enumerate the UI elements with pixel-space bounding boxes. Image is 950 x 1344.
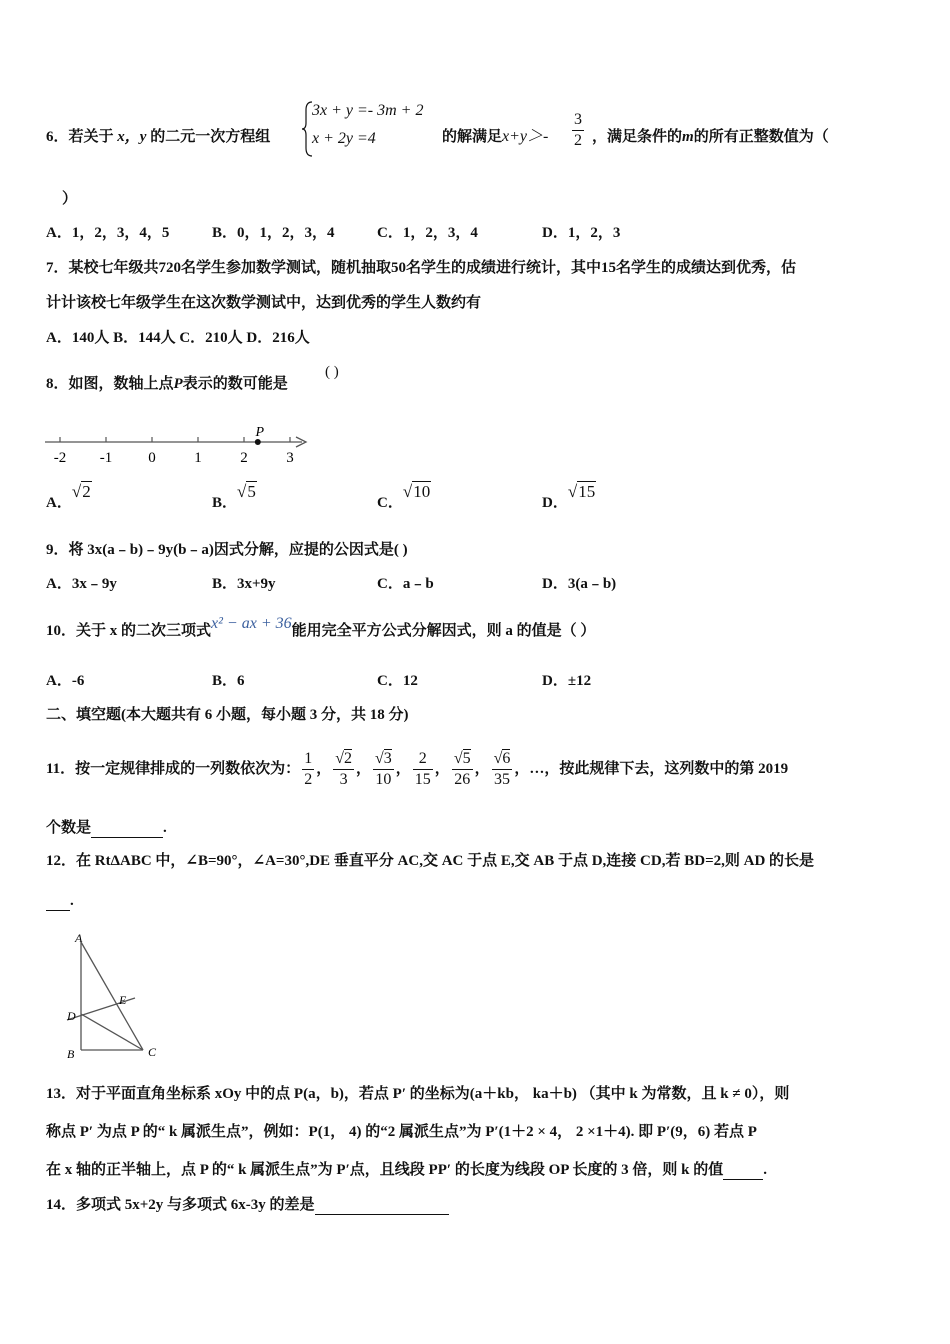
q12-triangle-figure [55,930,175,1060]
number-line-tick-label: 2 [240,450,248,466]
q11-fraction-numerator: √3 [373,749,394,770]
q8-paren: ( ) [325,364,339,380]
q6-condition [442,127,548,147]
label-c: C [148,1045,157,1059]
q6-equation-system [302,100,442,158]
q8-option-b-radicand: 5 [247,482,256,501]
label-e: E [119,993,127,1007]
section-heading: 二、填空题(本大题共有 6 小题，每小题 3 分，共 18 分) [46,707,409,723]
q12-end: . [70,893,74,909]
q10-prefix: 10．关于 x 的二次三项式 [46,623,212,639]
q11-fraction [373,749,394,790]
q8-option-d-letter: D． [542,495,568,511]
q6-eq2: x + 2y =4 [312,130,376,147]
q11-fraction-denominator: 3 [339,770,348,788]
number-line-tick-label: -2 [53,450,67,466]
number-line [40,424,320,470]
q8-option-c-radicand: 10 [413,482,431,501]
q6-frac-num: 3 [572,110,584,131]
q10-stem [46,615,596,641]
label-d: D [67,1009,76,1023]
q14-wrap [46,1194,449,1215]
q6-suffix-m: m [682,129,694,145]
q8-option-c-letter: C． [377,495,403,511]
q11-fraction [452,749,473,790]
q11-radicand: 3 [383,749,392,767]
number-line-tick-label: -1 [99,450,113,466]
q6-prefix: 6．若关于 [46,129,114,145]
q11-fraction [302,749,314,790]
q11-fraction-numerator: 1 [302,749,314,770]
q11-prefix: 11．按一定规律排成的一列数依次为： [46,761,301,777]
number-line-tick-label: 3 [286,450,294,466]
q9-option-b[interactable]: B．3x+9y [212,576,276,592]
q11-radicand: 5 [462,749,471,767]
q6-option-d[interactable]: D．1，2，3 [542,225,621,241]
q6-vars: x，y [117,129,147,145]
q14-stem: 14．多项式 5x+2y 与多项式 6x-3y 的差是 [46,1197,315,1213]
q6-option-c[interactable]: C．1，2，3，4 [377,225,478,241]
q11-stem [46,744,788,794]
q8-var: P [173,376,183,392]
q6-suffix-b: 的所有正整数值为（ [693,129,829,145]
q11-answer-blank[interactable] [91,817,163,838]
q11-fraction-denominator: 10 [375,770,392,788]
q7-line1: 7．某校七年级共720名学生参加数学测试，随机抽取50名学生的成绩进行统计，其中15名学生的成绩达到优秀，估 [46,260,797,276]
q9-option-c[interactable]: C．a﹣b [377,576,434,592]
q11-fraction-denominator: 26 [454,770,471,788]
q11-radicand: 2 [343,749,352,767]
q13-line3-wrap [46,1159,767,1180]
q10-expression: x² − ax + 36 [211,615,292,632]
q11-fraction-numerator: 2 [413,749,433,770]
q6-eq1: 3x + y =- 3m + 2 [312,102,424,119]
q11-fraction [333,749,354,790]
q9-option-d[interactable]: D．3(a﹣b) [542,576,617,592]
q6-cond-b: x+y＞- [502,128,549,145]
q7-options[interactable]: A．140人 B．144人 C．210人 D．216人 [46,330,310,346]
q8-option-d[interactable]: D．√15 [542,482,596,511]
q11-separator: ， [355,761,371,777]
q11-fraction [492,749,513,790]
q10-option-b[interactable]: B．6 [212,673,245,689]
q11-line2-end: . [163,820,167,836]
q11-separator: ， [316,761,332,777]
q14-answer-blank[interactable] [315,1194,449,1215]
q8-stem [46,374,288,394]
segment-cd [81,1014,143,1050]
label-a: A [75,931,83,945]
q6-stem [46,127,270,147]
q12-answer-line [46,890,74,911]
q8-option-b[interactable]: B．√5 [212,482,256,511]
q8-option-d-radicand: 15 [578,482,596,501]
q8-prefix: 8．如图，数轴上点 [46,376,174,392]
q11-suffix: ，…，按此规律下去，这列数中的第 2019 [514,761,789,777]
q13-line3: 在 x 轴的正半轴上，点 P 的“ k 属派生点”为 P′点，且线段 PP′ 的长度为线段 OP 长度的 3 倍，则 k 的值 [46,1162,724,1178]
q10-suffix: 能用完全平方公式分解因式，则 a 的值是（ ） [291,623,596,639]
q6-suffix [592,127,829,147]
q6-middle: 的二元一次方程组 [150,129,271,145]
q11-fraction-denominator: 35 [494,770,510,788]
q8-suffix: 表示的数可能是 [182,376,288,392]
q8-option-b-letter: B． [212,495,238,511]
q6-option-b[interactable]: B．0，1，2，3，4 [212,225,335,241]
q11-answer-line [46,817,167,838]
q9-stem: 9．将 3x(a﹣b)﹣9y(b﹣a)因式分解，应提的公因式是( ) [46,542,408,558]
q12-stem: 12．在 RtΔABC 中，∠B=90°，∠A=30°,DE 垂直平分 AC,交 AC 于点 E,交 AB 于点 D,连接 CD,若 BD=2,则 AD 的长是 [46,853,815,869]
q12-answer-blank[interactable] [46,890,70,911]
side-ac [81,942,143,1050]
q13-line3-end: . [763,1162,767,1178]
q10-option-c[interactable]: C．12 [377,673,418,689]
q13-line2: 称点 P′ 为点 P 的“ k 属派生点”，例如：P(1， 4) 的“2 属派生点”为 P′(1＋2 × 4， 2 ×1＋4). 即 P′(9，6) 若点 P [46,1124,757,1140]
q8-option-a-letter: A． [46,495,72,511]
q11-fraction-numerator: √2 [333,749,354,770]
q6-cond-a: 的解满足 [442,129,503,145]
q6-frac-den: 2 [574,132,582,149]
q11-fraction-denominator: 15 [414,770,431,788]
label-b: B [67,1047,75,1060]
q9-option-a[interactable]: A．3x﹣9y [46,576,117,592]
q6-suffix-a: ，满足条件的 [592,129,683,145]
q11-separator: ， [474,761,490,777]
q8-option-a-radicand: 2 [82,482,91,501]
q10-option-a[interactable]: A．-6 [46,673,85,689]
q7-line2: 计计该校七年级学生在这次数学测试中，达到优秀的学生人数约有 [46,295,482,311]
q11-fraction-numerator: √6 [492,749,513,770]
q13-answer-blank[interactable] [723,1159,763,1180]
q11-sequence [300,749,514,790]
q11-fraction-denominator: 2 [304,770,313,788]
q11-separator: ， [434,761,450,777]
q6-option-a[interactable]: A．1，2，3，4，5 [46,225,170,241]
q10-option-d[interactable]: D．±12 [542,673,592,689]
q11-fraction-numerator: √5 [452,749,473,770]
q6-fraction [572,110,584,151]
q6-close-paren: ） [62,191,78,207]
q8-option-c[interactable]: C．√10 [377,482,431,511]
q11-fraction [413,749,433,790]
q13-line1: 13．对于平面直角坐标系 xOy 中的点 P(a，b)，若点 P′ 的坐标为(a＋kb， ka＋b) （其中 k 为常数，且 k ≠ 0），则 [46,1086,790,1102]
number-line-point-label: P [255,425,265,440]
q8-option-a[interactable]: A．√2 [46,482,91,511]
number-line-tick-label: 1 [194,450,202,466]
q11-line2: 个数是 [46,820,92,836]
q11-separator: ， [395,761,411,777]
q11-radicand: 6 [502,749,511,767]
number-line-tick-label: 0 [148,450,156,466]
